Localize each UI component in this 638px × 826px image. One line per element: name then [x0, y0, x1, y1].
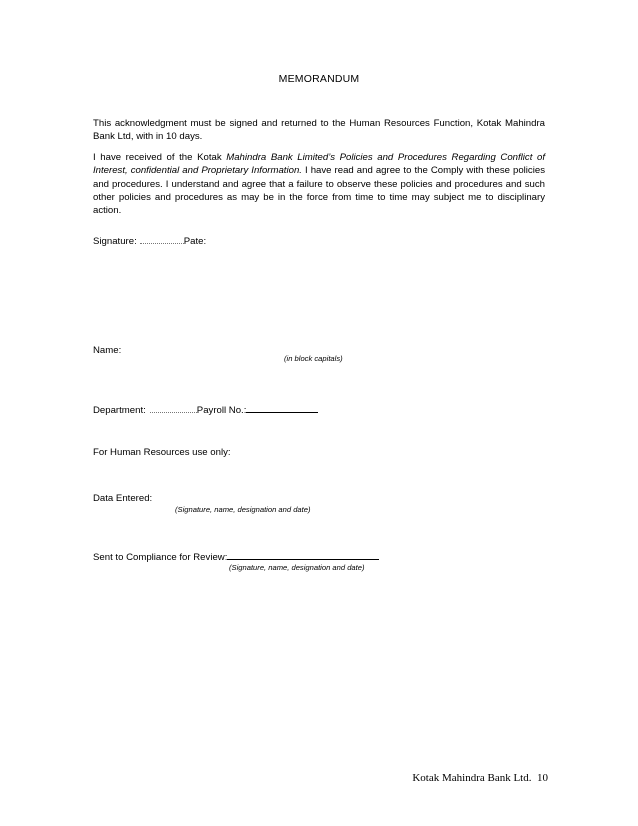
department-field[interactable] — [150, 403, 197, 413]
data-entered-label: Data Entered: — [93, 493, 153, 504]
signature-label: Signature: — [93, 236, 137, 247]
compliance-label: Sent to Compliance for Review: — [93, 552, 228, 563]
compliance-row — [93, 550, 379, 563]
acknowledgment-rest: I have read and agree to the Comply with these policies and procedures. I understand and agree that a failure to observe these policies and procedures and such other policies and procedures as may be in the force from time to time may subject me to disciplinary action. — [93, 165, 545, 217]
data-entered-note: (Signature, name, designation and date) — [175, 505, 311, 514]
payroll-label: Payroll No.: — [196, 405, 247, 416]
signature-row — [93, 234, 206, 247]
acknowledgment-start: I have received of the Kotak — [93, 152, 227, 163]
compliance-note: (Signature, name, designation and date) — [229, 563, 365, 572]
block-capitals-note: (in block capitals) — [284, 354, 343, 363]
compliance-field[interactable] — [227, 550, 379, 560]
acknowledgment-paragraph — [93, 151, 545, 217]
signature-field[interactable] — [140, 234, 184, 244]
footer-text: Kotak Mahindra Bank Ltd. — [412, 772, 532, 784]
intro-paragraph: This acknowledgment must be signed and returned to the Human Resources Function, Kotak Mahindra Bank Ltd, with in 10 days. — [93, 118, 545, 143]
page-number: 10 — [537, 772, 548, 784]
date-label: Pate: — [183, 236, 207, 247]
document-title: MEMORANDUM — [278, 73, 360, 85]
hr-use-label: For Human Resources use only: — [93, 447, 231, 458]
name-label: Name: — [93, 345, 122, 356]
department-label: Department: — [93, 405, 146, 416]
policy-title: Mahindra Bank Limited’s Policies and Procedures Regarding Conflict of Interest, confidential and Proprietary Information. — [93, 152, 545, 177]
page-footer — [412, 772, 548, 784]
department-row — [93, 403, 318, 416]
payroll-field[interactable] — [246, 403, 318, 413]
